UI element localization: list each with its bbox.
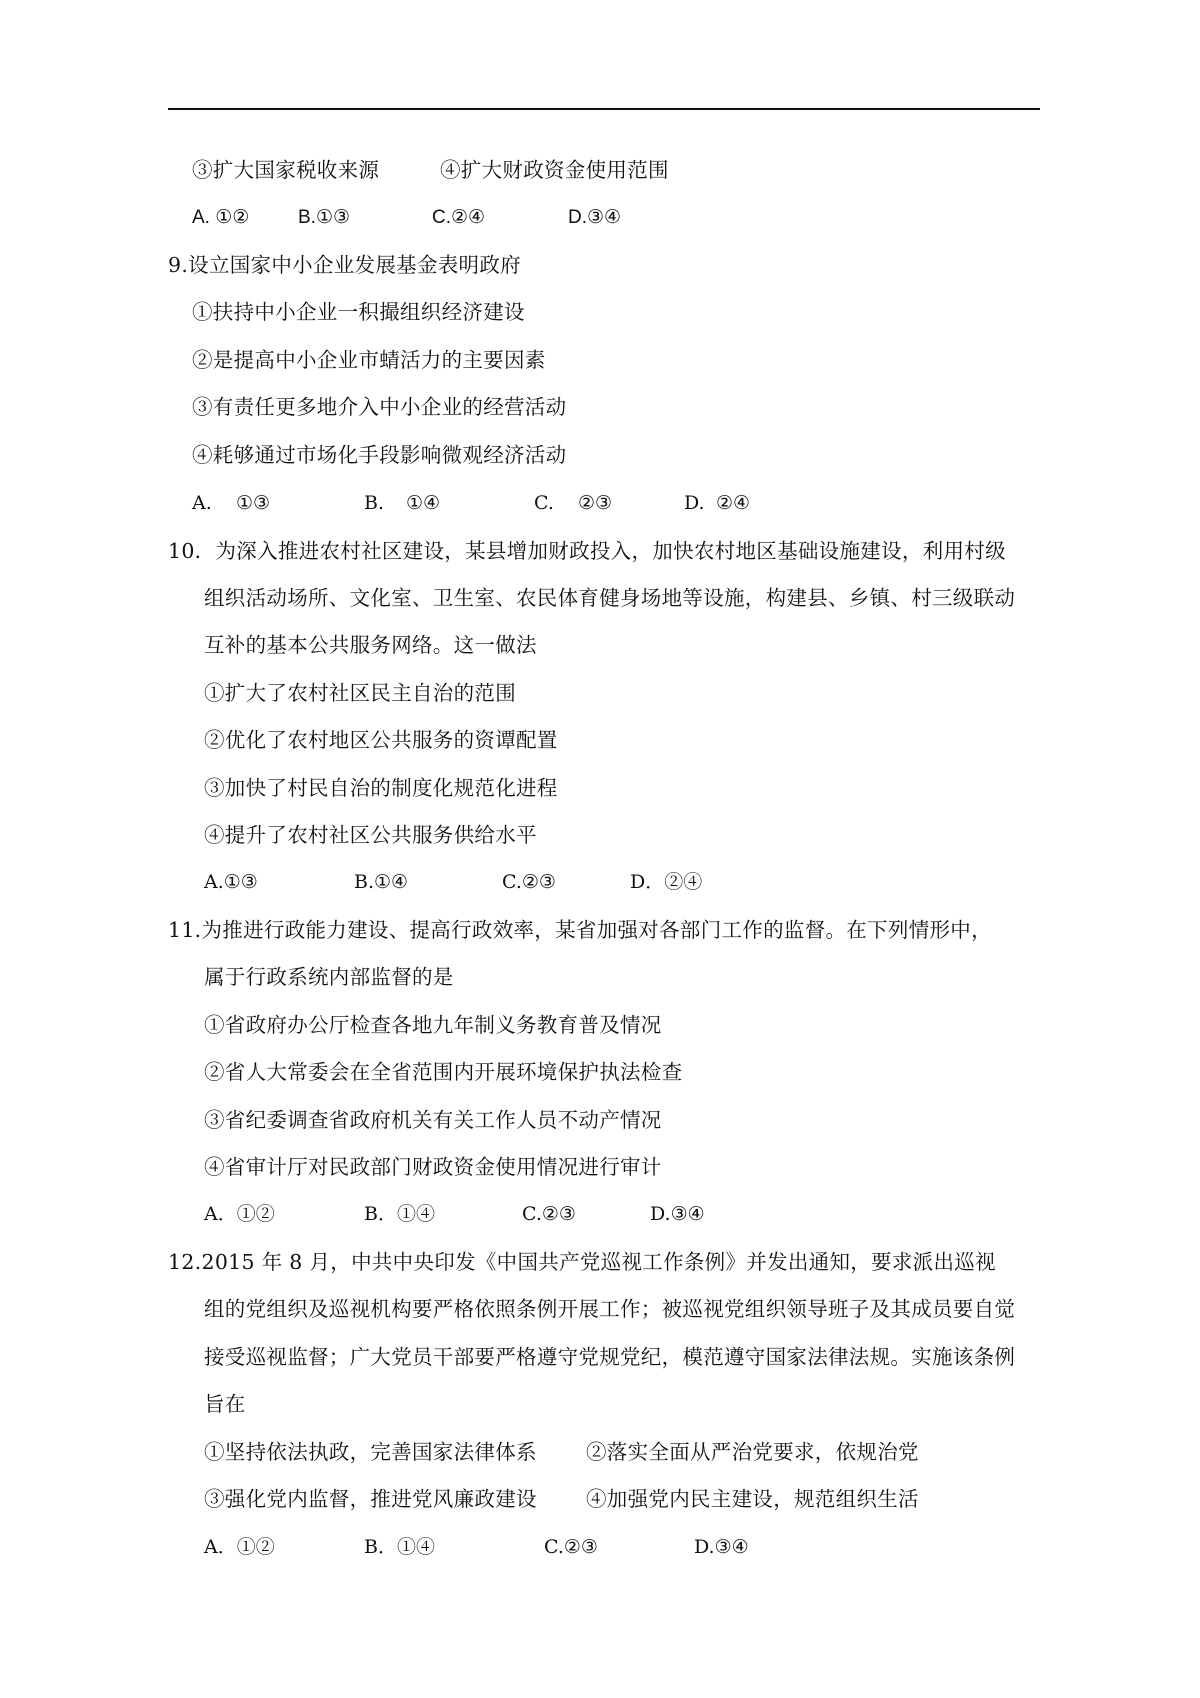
q12-option-a: A．①② [204, 1536, 275, 1558]
q9-statement-3: ③有责任更多地介入中小企业的经营活动 [192, 395, 567, 419]
q8-statement-4: ④扩大财政资金使用范围 [440, 158, 669, 182]
q10-option-a: A.①③ [204, 871, 258, 893]
q12-statement-1: ①坚持依法执政，完善国家法律体系 [204, 1440, 537, 1464]
q9-option-c-text: ②③ [578, 492, 613, 514]
q11-stem-line-1: 11.为推进行政能力建设、提高行政效率，某省加强对各部门工作的监督。在下列情形中， [168, 918, 992, 942]
q9-option-b-letter: B. [364, 492, 385, 514]
q9-stem: 9.设立国家中小企业发展基金表明政府 [168, 253, 521, 277]
q9-statement-2: ②是提高中小企业市蜻活力的主要因素 [192, 348, 546, 372]
q12-stem-line-4: 旨在 [204, 1392, 246, 1416]
q11-statement-2: ②省人大常委会在全省范围内开展环境保护执法检查 [204, 1060, 683, 1084]
q12-option-b: B．①④ [364, 1536, 435, 1558]
q11-statement-3: ③省纪委调查省政府机关有关工作人员不动产情况 [204, 1108, 662, 1132]
q10-stem-line-1: 10．为深入推进农村社区建设，某县增加财政投入，加快农村地区基础设施建设，利用村级 [168, 539, 1006, 563]
q10-statement-1: ①扩大了农村社区民主自治的范围 [204, 681, 516, 705]
q11-option-c: C.②③ [522, 1203, 576, 1225]
q11-statement-1: ①省政府办公厅检查各地九年制义务教育普及情况 [204, 1013, 662, 1037]
header-rule [168, 108, 1040, 110]
q11-option-a: A．①② [204, 1203, 275, 1225]
q12-stem-line-3: 接受巡视监督；广大党员干部要严格遵守党规党纪，模范遵守国家法律法规。实施该条例 [204, 1345, 1016, 1369]
q10-stem-line-2: 组织活动场所、文化室、卫生室、农民体育健身场地等设施，构建县、乡镇、村三级联动 [204, 586, 1016, 610]
q8-statement-3: ③扩大国家税收来源 [192, 158, 380, 182]
q9-option-a-letter: A. [192, 492, 212, 514]
q9-option-a-text: ①③ [236, 492, 271, 514]
q10-option-d: D．②④ [630, 871, 703, 893]
q12-statement-4: ④加强党内民主建设，规范组织生活 [586, 1487, 919, 1511]
q10-stem-line-3: 互补的基本公共服务网络。这一做法 [204, 633, 537, 657]
q11-stem-line-2: 属于行政系统内部监督的是 [204, 965, 454, 989]
q12-stem-line-1: 12.2015 年 8 月，中共中央印发《中国共产党巡视工作条例》并发出通知，要求派出巡视 [168, 1250, 996, 1274]
q8-option-d: D.③④ [568, 207, 622, 228]
q12-option-c: C.②③ [544, 1536, 598, 1558]
q9-option-d-text: ②④ [716, 492, 751, 514]
q11-option-b: B．①④ [364, 1203, 435, 1225]
q8-option-c: C.②④ [432, 207, 486, 228]
q10-option-c: C.②③ [502, 871, 556, 893]
q8-option-b: B.①③ [298, 207, 351, 228]
q12-statement-3: ③强化党内监督，推进党风廉政建设 [204, 1487, 537, 1511]
q9-option-d-letter: D. [684, 492, 705, 514]
q9-option-c-letter: C. [534, 492, 554, 514]
q12-statement-2: ②落实全面从严治党要求，依规治党 [586, 1440, 919, 1464]
q10-statement-2: ②优化了农村地区公共服务的资谭配置 [204, 728, 558, 752]
q9-statement-4: ④耗够通过市场化手段影响微观经济活动 [192, 443, 567, 467]
q10-option-b: B.①④ [354, 871, 409, 893]
q11-statement-4: ④省审计厅对民政部门财政资金使用情况进行审计 [204, 1155, 662, 1179]
q9-statement-1: ①扶持中小企业一积撮组织经济建设 [192, 300, 525, 324]
q10-statement-4: ④提升了农村社区公共服务供给水平 [204, 823, 537, 847]
q8-option-a: A. ①② [192, 207, 250, 228]
q9-option-b-text: ①④ [406, 492, 441, 514]
q10-statement-3: ③加快了村民自治的制度化规范化进程 [204, 776, 558, 800]
q12-option-d: D.③④ [694, 1536, 749, 1558]
q11-option-d: D.③④ [650, 1203, 705, 1225]
q12-stem-line-2: 组的党组织及巡视机构要严格依照条例开展工作；被巡视党组织领导班子及其成员要自觉 [204, 1297, 1016, 1321]
